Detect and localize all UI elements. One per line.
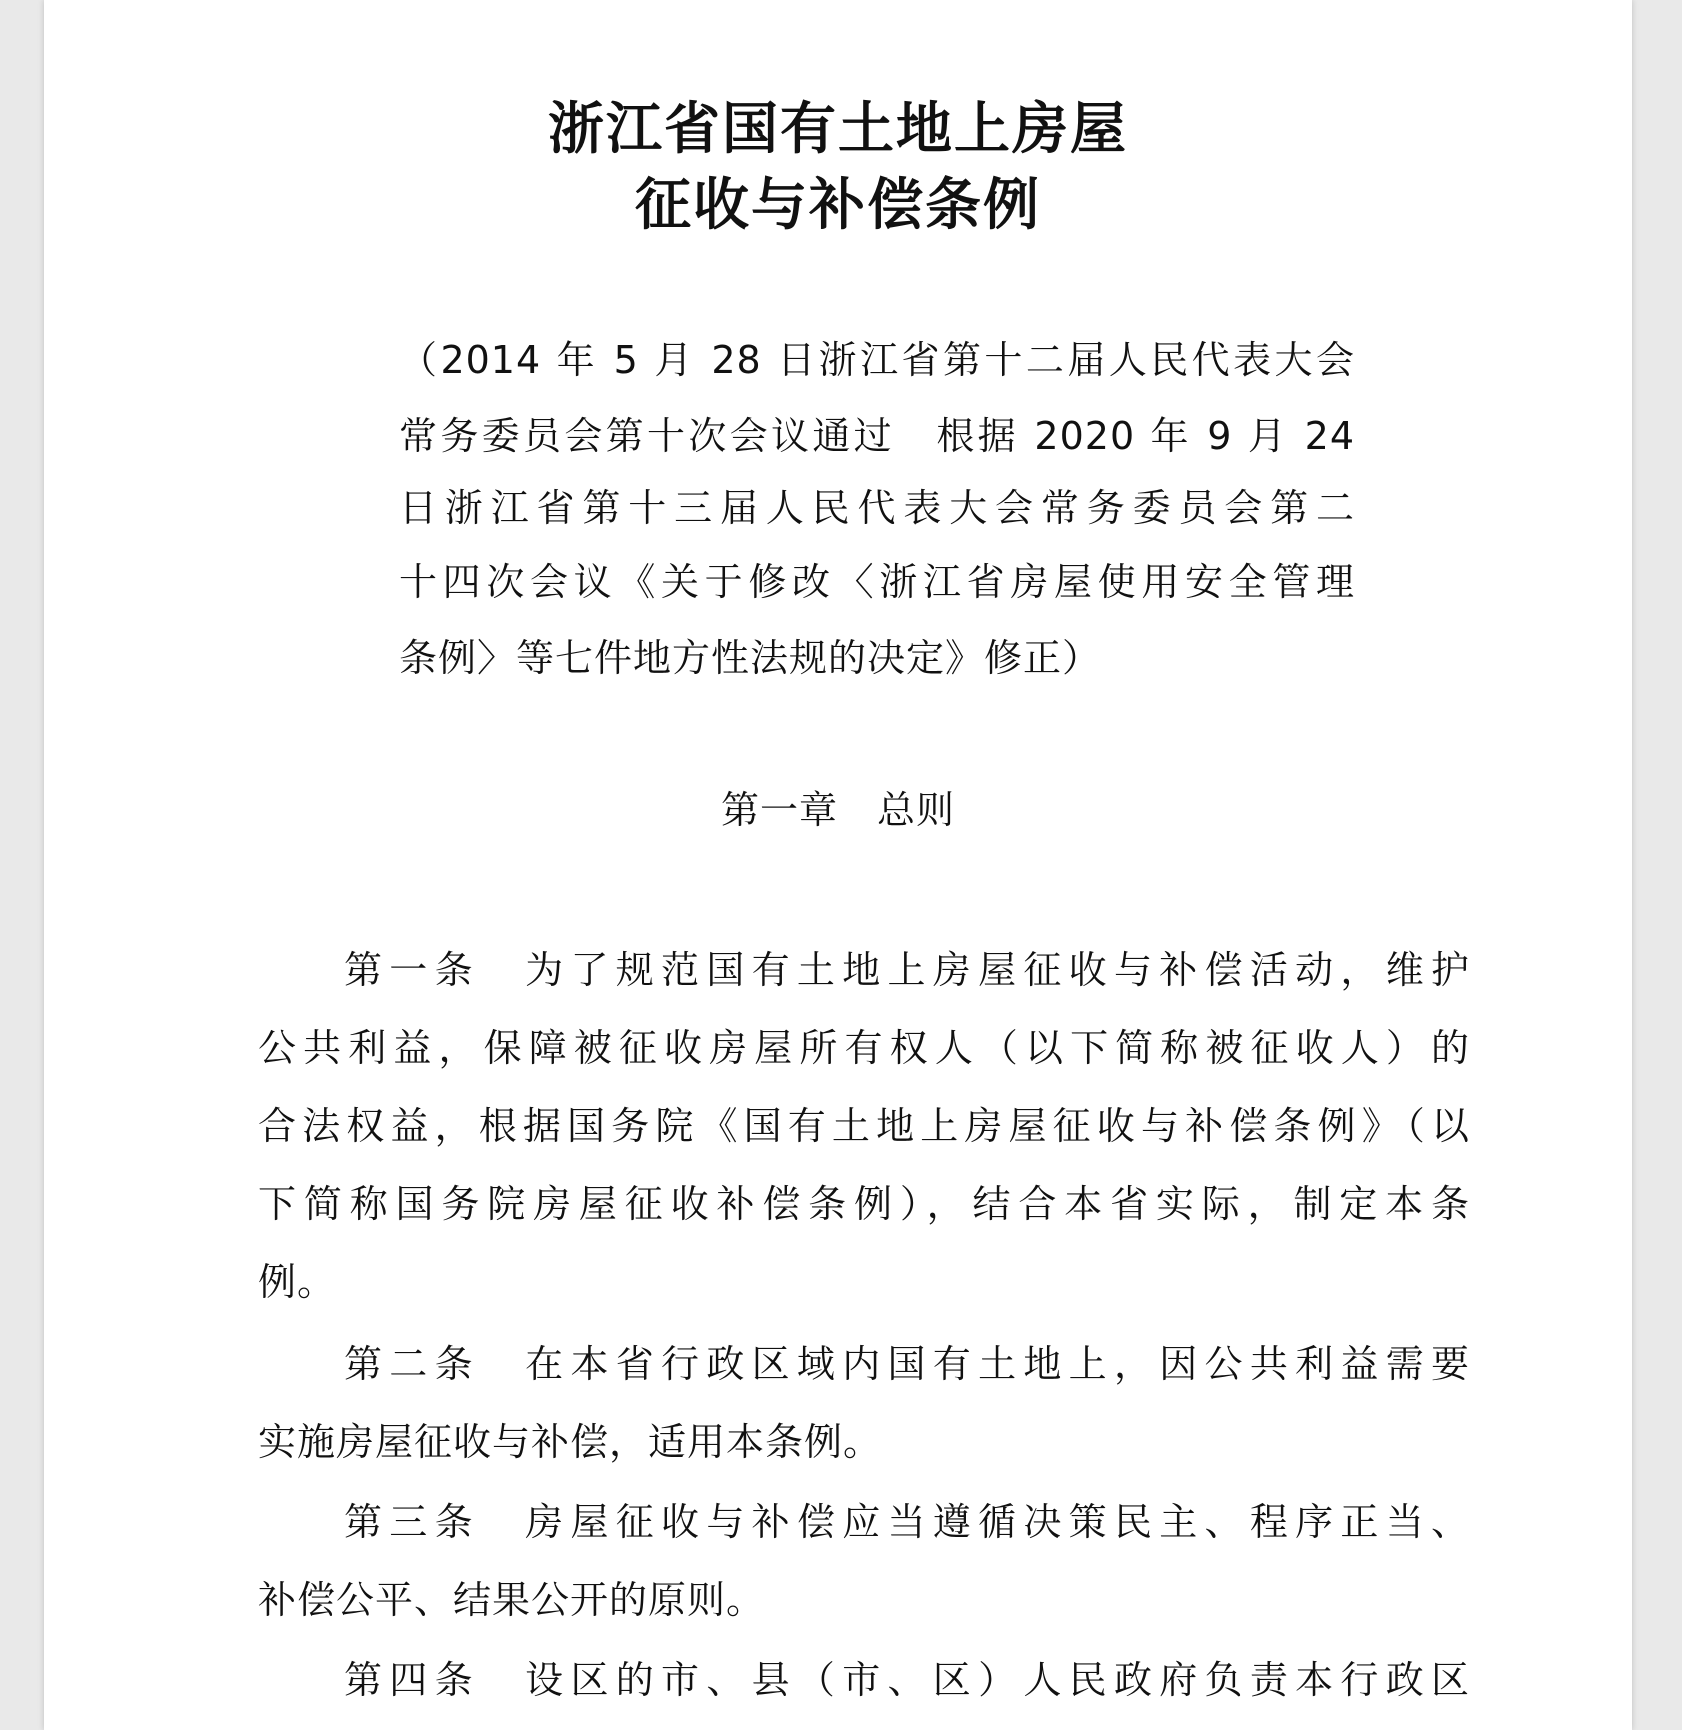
adoption-note-line: 日浙江省第十三届人民代表大会常务委员会第二: [399, 486, 1355, 530]
adoption-note-line: （2014 年 5 月 28 日浙江省第十二届人民代表大会: [399, 338, 1355, 382]
article-4-line: 第四条 设区的市、县（市、区）人民政府负责本行政区: [344, 1658, 1470, 1702]
document-page: [44, 0, 1632, 1730]
adoption-note-line: 条例〉等七件地方性法规的决定》修正）: [399, 636, 1102, 680]
article-2-line: 实施房屋征收与补偿，适用本条例。: [258, 1420, 883, 1464]
article-1-line: 公共利益，保障被征收房屋所有权人（以下简称被征收人）的: [258, 1026, 1470, 1070]
article-3-line: 补偿公平、结果公开的原则。: [258, 1578, 766, 1622]
article-1-line: 合法权益，根据国务院《国有土地上房屋征收与补偿条例》（以: [258, 1104, 1470, 1148]
adoption-note-line: 十四次会议《关于修改〈浙江省房屋使用安全管理: [399, 560, 1355, 604]
chapter-heading: 第一章 总则: [720, 788, 955, 832]
adoption-note-line: 常务委员会第十次会议通过 根据 2020 年 9 月 24: [399, 414, 1355, 458]
document-title-line-2: 征收与补偿条例: [635, 173, 1041, 238]
article-1-line: 第一条 为了规范国有土地上房屋征收与补偿活动，维护: [344, 948, 1470, 992]
article-1-line: 例。: [258, 1260, 337, 1304]
article-2-line: 第二条 在本省行政区域内国有土地上，因公共利益需要: [344, 1342, 1470, 1386]
article-1-line: 下简称国务院房屋征收补偿条例），结合本省实际，制定本条: [258, 1182, 1470, 1226]
document-title-line-1: 浙江省国有土地上房屋: [548, 97, 1128, 162]
article-3-line: 第三条 房屋征收与补偿应当遵循决策民主、程序正当、: [344, 1500, 1470, 1544]
